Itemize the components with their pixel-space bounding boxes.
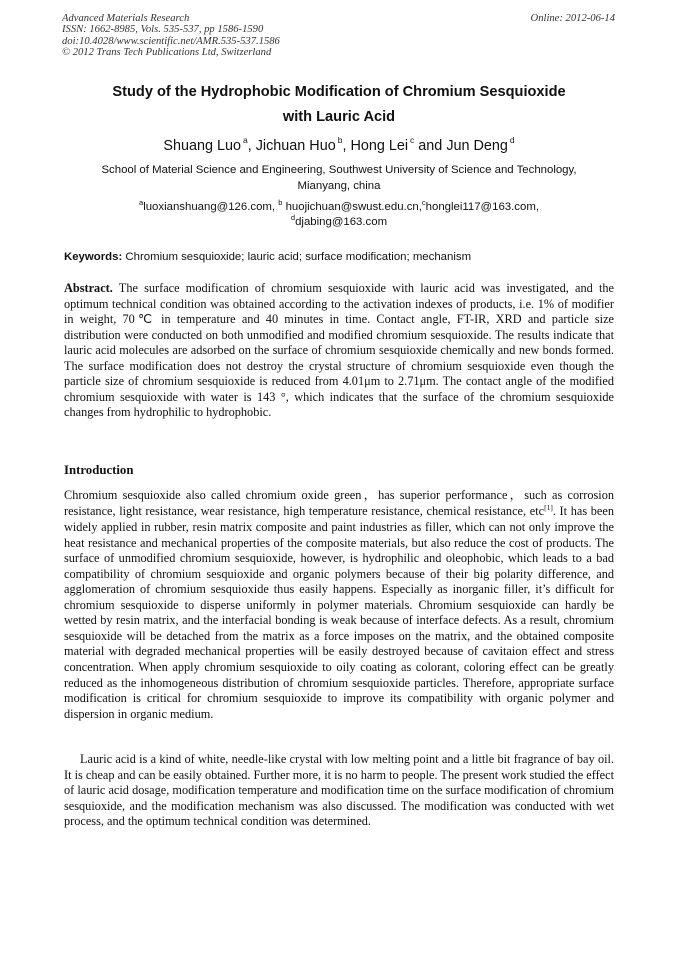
introduction-paragraph-2: Lauric acid is a kind of white, needle-like crystal with low melting point and a little bit fragrance of bay oil. It is cheap and can be easily obtained. Further more, it is no harm to people. The present work studied the effect of lauric acid dosage, modification temperature and modification time on the surface modification of chromium sesquioxide, and the modification mechanism was also discussed. The modification was conducted with wet process, and the optimum technical condition was determined. bbox=[64, 752, 615, 829]
online-date: Online: 2012-06-14 bbox=[530, 13, 615, 24]
title-line-2: with Lauric Acid bbox=[282, 109, 396, 125]
email-line-1 bbox=[64, 200, 614, 215]
email-address[interactable]: djabing@163.com bbox=[295, 216, 388, 228]
section-heading-introduction: Introduction bbox=[64, 463, 134, 477]
email-mark: c bbox=[421, 198, 426, 207]
email-mark: a bbox=[139, 198, 144, 207]
keywords bbox=[64, 250, 614, 265]
author-emails bbox=[64, 200, 614, 230]
keywords-text: Chromium sesquioxide; lauric acid; surface modification; mechanism bbox=[122, 251, 472, 263]
author-name: Shuang Luo bbox=[163, 138, 241, 154]
paragraph-text: . It has been widely applied in rubber, resin matrix composite and paint industries as filler, which can not only improve the heat resistance and mechanical properties of the composite materials, but also reduce the cost of products. The surface of unmodified chromium sesquioxide, however, is hydrophilic and oleophobic, which leads to a bad compatibility of chromium sesquioxide and organic polymers because of their big polarity difference, and agglomeration of chromium sesquioxide thus easily happens. Especially as inorganic filler, it’s difficult for chromium sesquioxide to disperse uniformly in polymer materials. Chromium sesquioxide can hardly be wetted by resin matrix, and the interfacial bonding is weak because of interface defects. As a result, chromium sesquioxide will be detached from the matrix as a force imposes on the matrix, and the obtained composite material with degraded mechanical properties will be easily destroyed because of cavitaion effect and stress concentration. When apply chromium sesquioxide to oily coating as colorant, coloring effect can be greatly reduced as the inhomogeneous distribution of chromium sesquioxide particles. Therefore, appropriate surface modification is critical for chromium sesquioxide to improve its compatibility with organic polymer and dispersion in organic medium. bbox=[64, 503, 614, 721]
affiliation-line-2: Mianyang, china bbox=[297, 179, 381, 192]
author-name: Jichuan Huo bbox=[255, 138, 336, 154]
author-affil-mark: b bbox=[337, 135, 343, 145]
abstract-label: Abstract. bbox=[64, 281, 113, 295]
author-separator: , bbox=[247, 138, 256, 154]
doi-line: doi:10.4028/www.scientific.net/AMR.535-537.1586 bbox=[62, 35, 280, 47]
email-line-2 bbox=[64, 215, 614, 230]
email-mark: d bbox=[290, 213, 296, 222]
email-address[interactable]: luoxianshuang@126.com bbox=[143, 201, 272, 213]
email-mark: b bbox=[278, 198, 283, 207]
copyright-line: © 2012 Trans Tech Publications Ltd, Switzerland bbox=[62, 47, 272, 59]
author-affil-mark: a bbox=[242, 135, 248, 145]
email-address[interactable]: honglei117@163.com bbox=[425, 201, 536, 213]
author-name: Jun Deng bbox=[446, 138, 508, 154]
abstract-text: The surface modification of chromium sesquioxide with lauric acid was investigated, and the optimum technical condition was obtained according to the activation indexes of products, i.e. 1% of modifier in weight, 70℃ in temperature and 40 minutes in time. Contact angle, FT-IR, XRD and particle size distribution were conducted on both unmodified and modified chromium sesquioxide. The results indicate that lauric acid molecules are adsorbed on the surface of chromium sesquioxide chemically and new bonds formed. The surface modification does not destroy the crystal structure of chromium sesquioxide even though the particle size of chromium sesquioxide is reduced from 4.01μm to 2.71μm. The contact angle of the modified chromium sesquioxide with water is 143 °, which indicates that the surface of the chromium sesquioxide changes from hydrophilic to hydrophobic. bbox=[64, 281, 614, 420]
author-name: Hong Lei bbox=[350, 138, 409, 154]
abstract bbox=[64, 281, 614, 421]
keywords-label: Keywords: bbox=[64, 251, 123, 263]
issn-line: ISSN: 1662-8985, Vols. 535-537, pp 1586-1590 bbox=[62, 24, 264, 36]
email-separator: , bbox=[535, 201, 539, 213]
journal-name: Advanced Materials Research bbox=[62, 13, 190, 24]
author-list bbox=[60, 136, 618, 157]
author-separator: and bbox=[414, 138, 447, 154]
introduction-paragraph-1 bbox=[64, 488, 614, 722]
title-line-1: Study of the Hydrophobic Modification of Chromium Sesquioxide bbox=[112, 84, 566, 100]
journal-header bbox=[62, 13, 280, 59]
paragraph-text: Chromium sesquioxide also called chromium oxide green，has superior performance，such as corrosion resistance, light resistance, wear resistance, high temperature resistance, chemical resistance, etc bbox=[64, 488, 614, 518]
citation-ref[interactable]: [1] bbox=[544, 502, 553, 512]
author-affil-mark: c bbox=[410, 135, 415, 145]
email-separator: , bbox=[271, 201, 279, 213]
author-separator: , bbox=[342, 138, 351, 154]
email-separator: , bbox=[418, 201, 422, 213]
author-affil-mark: d bbox=[509, 135, 515, 145]
affiliation bbox=[64, 163, 614, 194]
affiliation-line-1: School of Material Science and Engineering, Southwest University of Science and Technology, bbox=[101, 164, 577, 176]
email-address[interactable]: huojichuan@swust.edu.cn bbox=[282, 201, 419, 213]
paper-title bbox=[70, 80, 608, 130]
